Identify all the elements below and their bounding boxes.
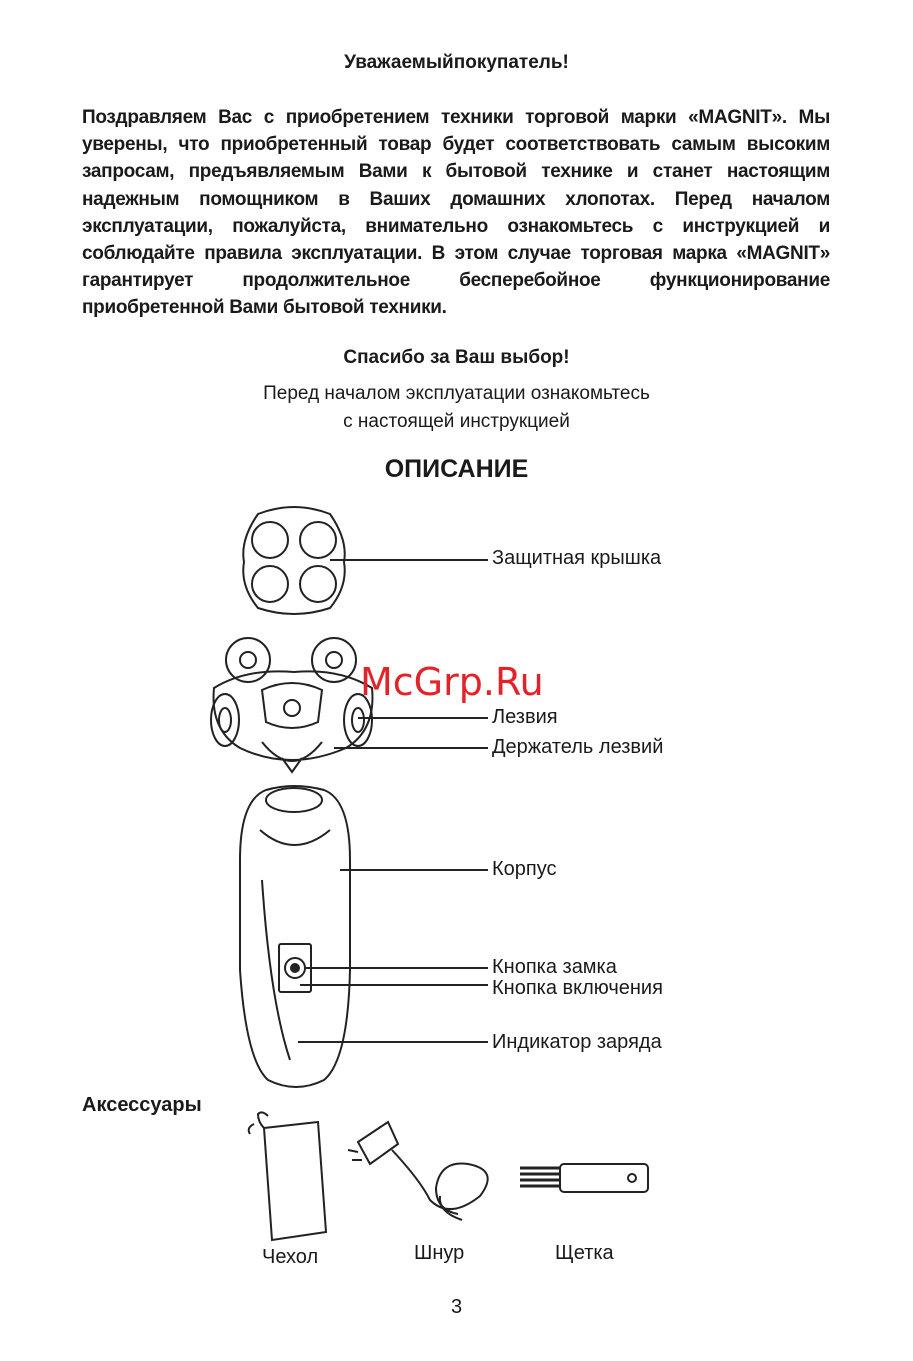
note-line-2: с настоящей инструкцией bbox=[343, 411, 570, 432]
label-charge-indicator: Индикатор заряда bbox=[492, 1031, 662, 1053]
label-blade-holder: Держатель лезвий bbox=[492, 736, 664, 758]
label-body: Корпус bbox=[492, 858, 557, 880]
protective-cap-illustration bbox=[243, 507, 344, 614]
label-protective-cap: Защитная крышка bbox=[492, 547, 662, 569]
greeting-heading: Уважаемыйпокупатель! bbox=[344, 52, 569, 73]
blade-assembly-illustration bbox=[211, 638, 372, 772]
label-cord: Шнур bbox=[414, 1242, 465, 1264]
section-title: ОПИСАНИЕ bbox=[384, 455, 529, 483]
pouch-illustration bbox=[249, 1112, 326, 1240]
label-blades: Лезвия bbox=[492, 706, 558, 728]
watermark-text: McGrp.Ru bbox=[360, 660, 544, 704]
page-number: 3 bbox=[450, 1296, 463, 1318]
accessories-title: Аксессуары bbox=[82, 1094, 202, 1116]
charger-cord-illustration bbox=[348, 1122, 488, 1220]
label-power-button: Кнопка включения bbox=[492, 977, 663, 999]
intro-text: Поздравляем Вас с приобретением техники торговой марки «MAGNIT». Мы уверены, что приобретенный товар будет соответствовать самым высоким запросам, предъявляемым Вами к бытовой технике и станет настоящим надежным помощником в Ваших домашних хлопотах. Перед началом эксплуатации, пожалуйста, внимательно ознакомьтесь с инструкцией и соблюдайте правила эксплуатации. В этом случае торговая марка «MAGNIT» гарантирует продолжительное бесперебойное функционирование приобретенной Вами бытовой техники. bbox=[82, 107, 830, 319]
note-line-1: Перед началом эксплуатации ознакомьтесь bbox=[263, 383, 650, 404]
label-brush: Щетка bbox=[555, 1242, 614, 1264]
label-pouch: Чехол bbox=[262, 1246, 319, 1268]
thanks-line: Спасибо за Ваш выбор! bbox=[343, 347, 570, 368]
brush-illustration bbox=[520, 1164, 648, 1192]
label-lock-button: Кнопка замка bbox=[492, 956, 617, 978]
